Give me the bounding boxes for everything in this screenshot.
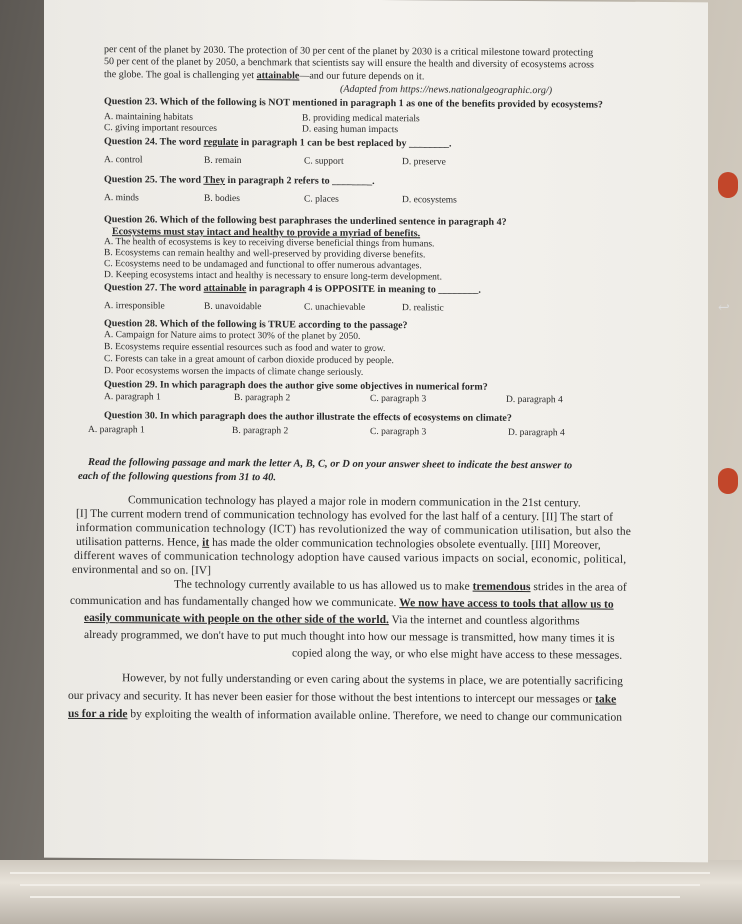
q30-option-d[interactable]: D. paragraph 4 (508, 427, 565, 439)
worksheet-page (44, 0, 708, 862)
q29-option-b[interactable]: B. paragraph 2 (234, 393, 291, 404)
intro-line: per cent of the planet by 2030. The protection of 30 per cent of the planet by 2030 is a critical milestone toward protecting (104, 44, 594, 59)
q30-option-c[interactable]: C. paragraph 3 (370, 426, 427, 438)
question-30-stem: Question 30. In which paragraph does the author illustrate the effects of ecosystems on climate? (104, 410, 512, 424)
q26-option-a[interactable]: A. The health of ecosystems is key to receiving diverse beneficial things from humans. (104, 237, 435, 250)
passage-line: already programmed, we don't have to put much thought into how our message is transmitted, how many times it is (84, 628, 615, 645)
q24-option-c[interactable]: C. support (304, 156, 344, 167)
passage-line: However, by not fully understanding or even caring about the systems in place, we are potentially sacrificing (122, 672, 623, 688)
q28-option-a[interactable]: A. Campaign for Nature aims to protect 30% of the planet by 2050. (104, 330, 361, 342)
q23-option-b[interactable]: B. providing medical materials (302, 113, 420, 125)
paper-stack-line (30, 896, 680, 898)
passage-line: Communication technology has played a major role in modern communication in the 21st century. (128, 494, 581, 510)
passage-line: [I] The current modern trend of communication technology has evolved for the last half of a century. [II] The start of (76, 507, 613, 524)
q25-option-a[interactable]: A. minds (104, 193, 139, 204)
section-instruction: each of the following questions from 31 to 40. (78, 470, 277, 484)
question-28-stem: Question 28. Which of the following is TRUE according to the passage? (104, 318, 408, 332)
paper-stack-edge (0, 860, 742, 924)
q28-option-b[interactable]: B. Ecosystems require essential resources such as food and water to grow. (104, 342, 386, 355)
q26-option-c[interactable]: C. Ecosystems need to be undamaged and functional to offer numerous advantages. (104, 259, 422, 272)
passage-line: utilisation patterns. Hence, it has made the older communication technologies obsolete eventually. [III] Moreover, (76, 535, 601, 552)
q30-option-a[interactable]: A. paragraph 1 (88, 424, 145, 436)
paper-stack-line (20, 884, 700, 886)
passage-line: environmental and so on. [IV] (72, 563, 211, 577)
q28-option-c[interactable]: C. Forests can take in a great amount of carbon dioxide produced by people. (104, 354, 394, 367)
q29-option-a[interactable]: A. paragraph 1 (104, 392, 161, 403)
passage-line: different waves of communication technology adoption have caused various impacts on social, economic, political, (74, 549, 627, 566)
underlined-word: attainable (256, 70, 300, 82)
q23-option-a[interactable]: A. maintaining habitats (104, 112, 193, 123)
q23-option-c[interactable]: C. giving important resources (104, 123, 217, 134)
q29-option-d[interactable]: D. paragraph 4 (506, 394, 563, 406)
q24-option-d[interactable]: D. preserve (402, 157, 446, 168)
passage-line: copied along the way, or who else might have access to these messages. (292, 647, 623, 662)
q27-option-a[interactable]: A. irresponsible (104, 301, 165, 312)
passage-line: communication and has fundamentally changed how we communicate. We now have access to tools that allow us to (70, 594, 614, 611)
question-25-stem: Question 25. The word They in paragraph 2 refers to ________. (104, 174, 375, 187)
source-citation: (Adapted from https://news.nationalgeographic.org/) (340, 83, 553, 97)
q26-option-d[interactable]: D. Keeping ecosystems intact and healthy is necessary to ensure long-term development. (104, 270, 442, 283)
q25-option-d[interactable]: D. ecosystems (402, 195, 457, 206)
q26-option-b[interactable]: B. Ecosystems can remain healthy and well-preserved by providing diverse benefits. (104, 248, 426, 261)
passage-line: us for a ride by exploiting the wealth of information available online. Therefore, we need to change our communication (68, 707, 622, 724)
bookmark-tab (718, 468, 738, 494)
question-29-stem: Question 29. In which paragraph does the author give some objectives in numerical form? (104, 379, 488, 393)
question-26-stem: Question 26. Which of the following best paraphrases the underlined sentence in paragraph 4? (104, 214, 507, 228)
q24-option-b[interactable]: B. remain (204, 155, 242, 167)
section-instruction: Read the following passage and mark the letter A, B, C, or D on your answer sheet to indicate the best answer to (88, 456, 573, 472)
passage-line: easily communicate with people on the other side of the world. Via the internet and countless algorithms (84, 611, 580, 628)
passage-line: information communication technology (ICT) has revolutionized the way of communication utilisation, but also the (76, 521, 632, 538)
passage-line: our privacy and security. It has never been easier for those without the best intentions to intercept our messages or take (68, 689, 617, 706)
question-23-stem: Question 23. Which of the following is NOT mentioned in paragraph 1 as one of the benefits provided by ecosystems? (104, 96, 603, 111)
q28-option-d[interactable]: D. Poor ecosystems worsen the impacts of climate change seriously. (104, 366, 364, 378)
bookmark-tab (718, 172, 738, 198)
pencil-mark-icon: ↩ (718, 301, 730, 316)
q23-option-d[interactable]: D. easing human impacts (302, 124, 399, 136)
q27-option-c[interactable]: C. unachievable (304, 302, 366, 313)
q25-option-b[interactable]: B. bodies (204, 193, 240, 205)
q24-option-a[interactable]: A. control (104, 155, 143, 166)
passage-line: The technology currently available to us has allowed us to make tremendous strides in the area of (174, 578, 627, 594)
q26-quoted-sentence: Ecosystems must stay intact and healthy to provide a myriad of benefits. (112, 226, 421, 240)
q25-option-c[interactable]: C. places (304, 194, 339, 205)
question-24-stem: Question 24. The word regulate in paragraph 1 can be best replaced by ________. (104, 136, 452, 150)
q29-option-c[interactable]: C. paragraph 3 (370, 393, 427, 405)
intro-line: the globe. The goal is challenging yet attainable—and our future depends on it. (104, 69, 425, 83)
q30-option-b[interactable]: B. paragraph 2 (232, 425, 289, 437)
q27-option-b[interactable]: B. unavoidable (204, 301, 262, 313)
q27-option-d[interactable]: D. realistic (402, 303, 444, 314)
paper-stack-line (10, 872, 710, 874)
question-27-stem: Question 27. The word attainable in paragraph 4 is OPPOSITE in meaning to ________. (104, 282, 481, 296)
intro-line: 50 per cent of the planet by 2050, a benchmark that scientists say will ensure the health and diversity of ecosystems across (104, 56, 594, 71)
